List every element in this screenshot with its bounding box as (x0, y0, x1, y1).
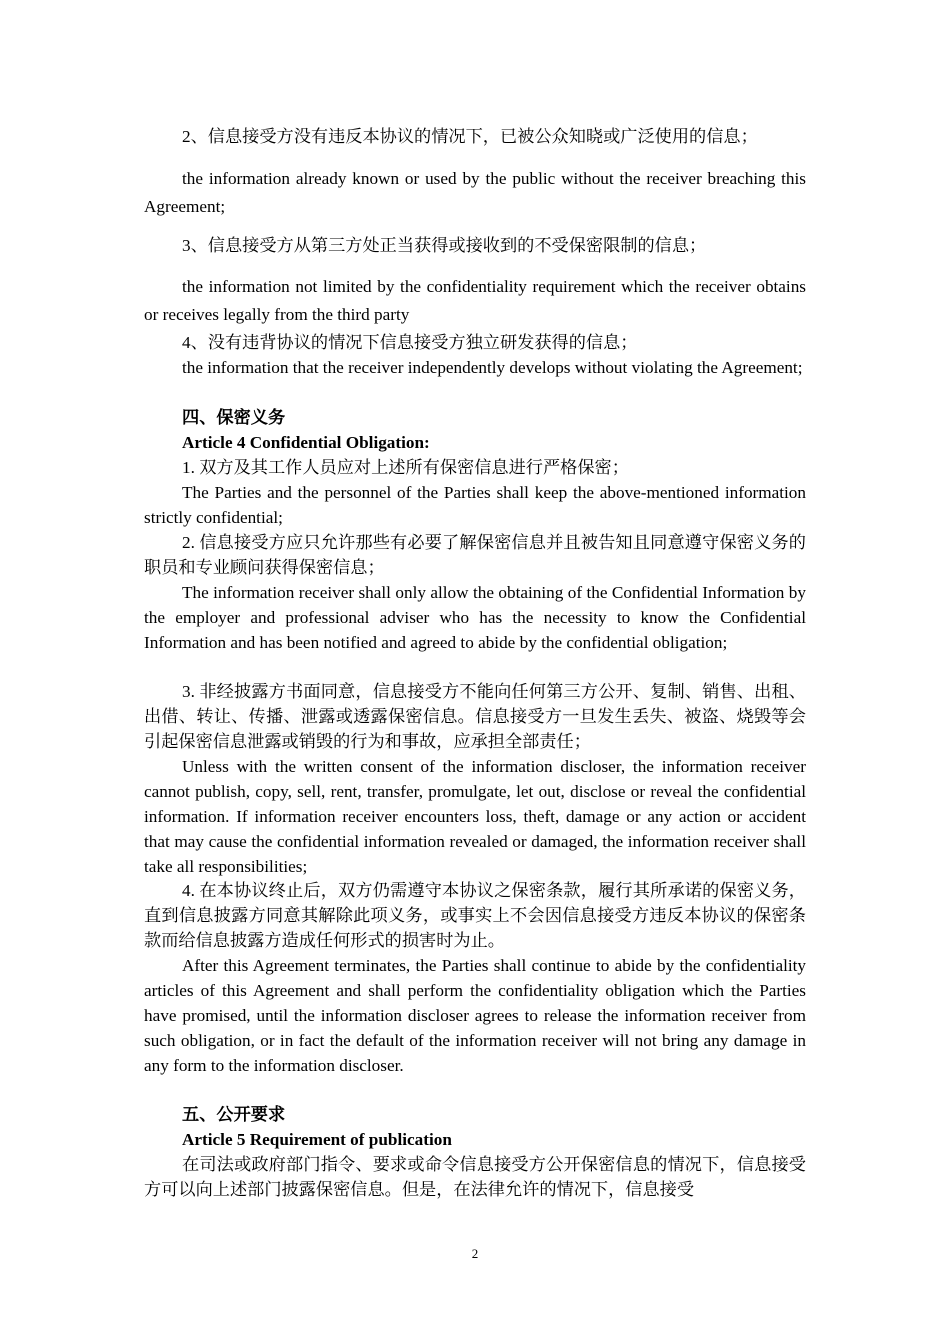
section-5-heading-zh: 五、公开要求 (182, 1105, 286, 1124)
clause-3-2-zh: 2、信息接受方没有违反本协议的情况下，已被公众知晓或广泛使用的信息； (182, 127, 758, 146)
page-number: 2 (471, 1246, 479, 1261)
clause-4-4-zh: 4. 在本协议终止后，双方仍需遵守本协议之保密条款，履行其所承诺的保密义务，直到信息披露方同意其解除此项义务，或事实上不会因信息接受方违反本协议的保密条款而给信息披露方造成任何形式的损害时为止。 (144, 881, 806, 950)
clause-4-2-zh: 2. 信息接受方应只允许那些有必要了解保密信息并且被告知且同意遵守保密义务的职员和专业顾问获得保密信息； (144, 533, 806, 577)
clause-4-2-en: The information receiver shall only allow the obtaining of the Confidential Information by the employer and professional adviser who has the necessity to know the Confidential Information and has been notified and agreed to abide by the confidential obligation; (144, 583, 806, 652)
section-4-heading-en: Article 4 Confidential Obligation: (182, 433, 430, 452)
clause-3-2-en: the information already known or used by the public without the receiver breaching this Agreement; (144, 169, 806, 216)
clause-4-3-en: Unless with the written consent of the information discloser, the information receiver cannot publish, copy, sell, rent, transfer, promulgate, let out, disclose or reveal the confidential information. If information receiver encounters loss, theft, damage or any action or accident that may cause the confidential information revealed or damaged, the information receiver shall take all responsibilities; (144, 757, 806, 876)
clause-3-3-en: the information not limited by the confidentiality requirement which the receiver obtains or receives legally from the third party (144, 277, 806, 324)
clause-4-4-en: After this Agreement terminates, the Parties shall continue to abide by the confidentiality articles of this Agreement and shall perform the confidentiality obligation which the Parties have promised, until the information discloser agrees to release the information receiver from such obligation, or in fact the default of the information receiver will not bring any damage in any form to the information discloser. (144, 956, 806, 1075)
clause-5-zh: 在司法或政府部门指令、要求或命令信息接受方公开保密信息的情况下，信息接受方可以向上述部门披露保密信息。但是，在法律允许的情况下，信息接受 (144, 1155, 806, 1199)
section-4-heading-zh: 四、保密义务 (182, 408, 286, 427)
clause-4-1-en: The Parties and the personnel of the Parties shall keep the above-mentioned information strictly confidential; (144, 483, 806, 527)
clause-3-4-zh: 4、没有违背协议的情况下信息接受方独立研发获得的信息； (182, 333, 638, 352)
section-5-heading-en: Article 5 Requirement of publication (182, 1130, 452, 1149)
clause-4-3-zh: 3. 非经披露方书面同意，信息接受方不能向任何第三方公开、复制、销售、出租、出借、转让、传播、泄露或透露保密信息。信息接受方一旦发生丢失、被盗、烧毁等会引起保密信息泄露或销毁的行为和事故，应承担全部责任； (144, 682, 806, 751)
clause-4-1-zh: 1. 双方及其工作人员应对上述所有保密信息进行严格保密； (182, 458, 629, 477)
clause-3-4-en: the information that the receiver independently develops without violating the Agreement; (182, 358, 803, 377)
clause-3-3-zh: 3、信息接受方从第三方处正当获得或接收到的不受保密限制的信息； (182, 236, 707, 255)
